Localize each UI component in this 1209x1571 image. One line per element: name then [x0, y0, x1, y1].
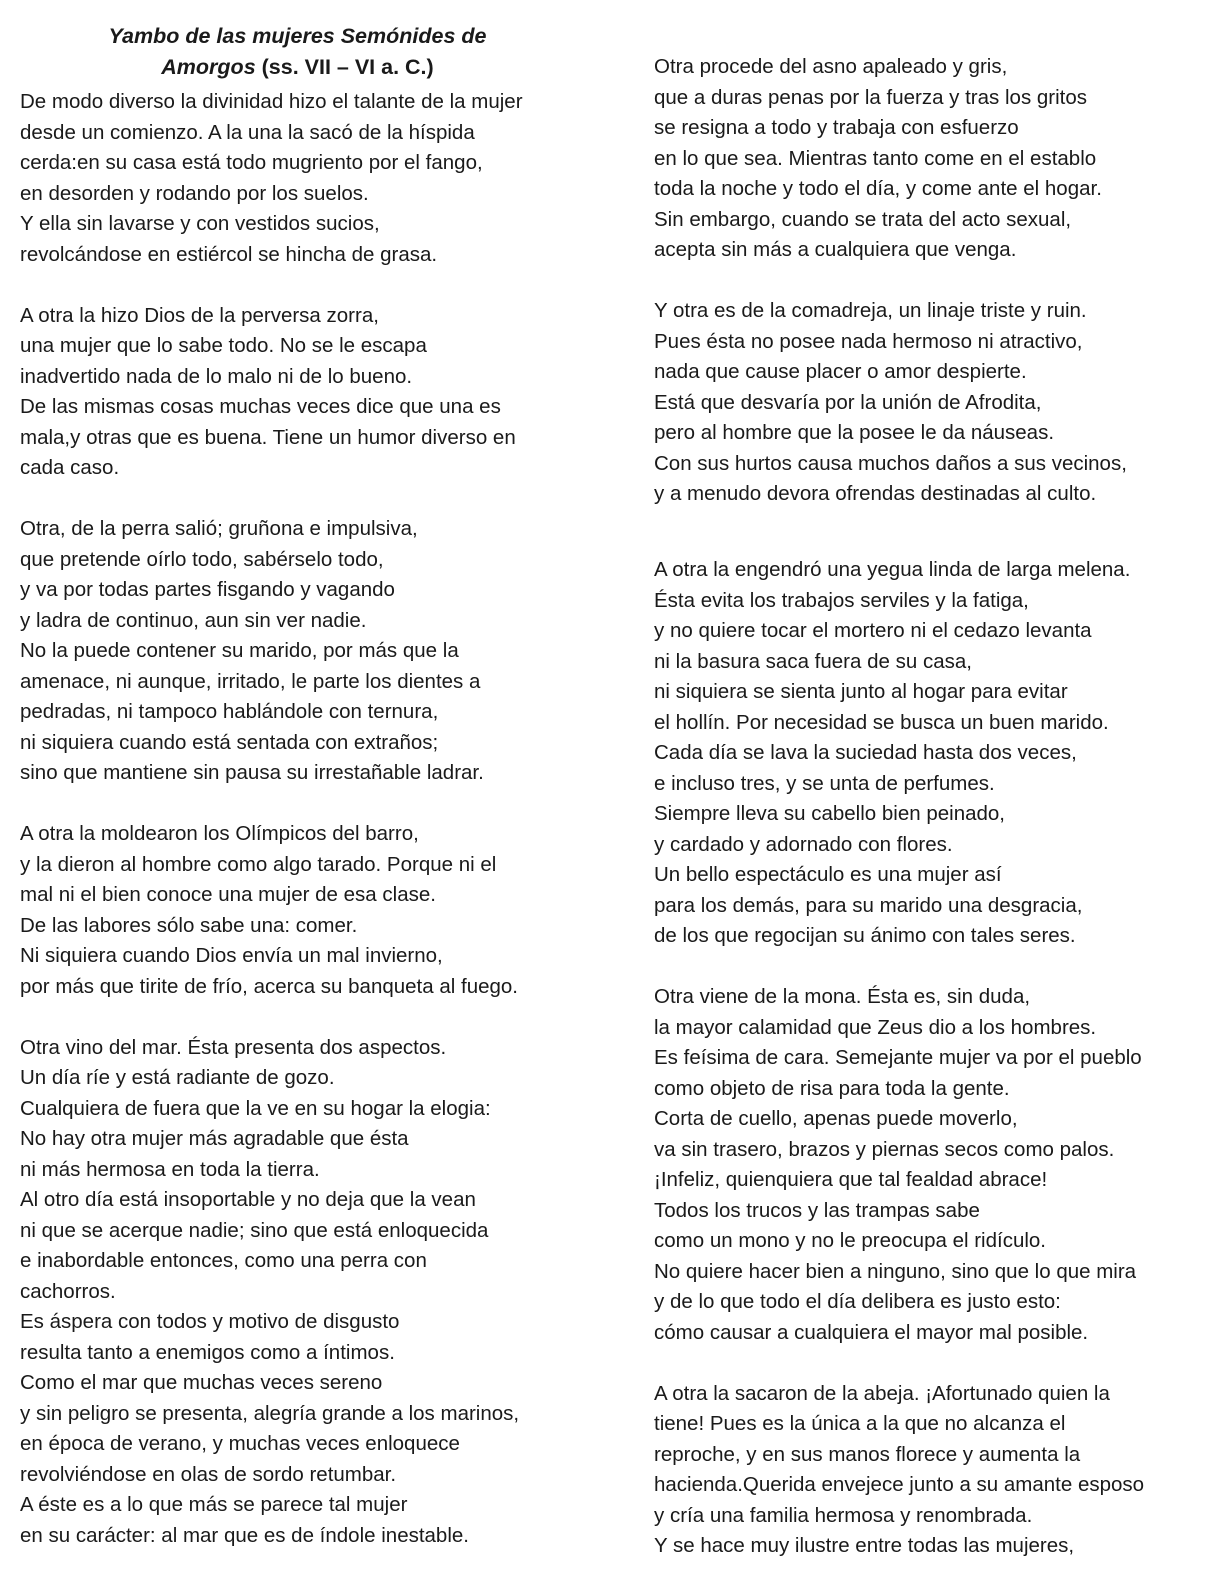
poem-line: Siempre lleva su cabello bien peinado,: [654, 802, 1006, 826]
poem-line: reproche, y en sus manos florece y aumenta la: [654, 1442, 1081, 1466]
poem-line: No quiere hacer bien a ninguno, sino que lo que mira: [654, 1259, 1137, 1283]
poem-line: para los demás, para su marido una desgracia,: [654, 893, 1083, 917]
poem-line: pero al hombre que la posee le da náuseas.: [654, 421, 1055, 444]
poem-line: inadvertido nada de lo malo ni de lo bueno.: [20, 364, 413, 388]
poem-line: pedradas, ni tampoco hablándole con ternura,: [20, 700, 439, 723]
title-dates: (ss. VII – VI a. C.): [255, 55, 434, 79]
poem-line: mala,y otras que es buena. Tiene un humor diverso en: [20, 425, 516, 449]
poem-line: tiene! Pues es la única a la que no alcanza el: [654, 1412, 1066, 1436]
poem-line: A otra la moldearon los Olímpicos del barro,: [20, 822, 419, 845]
poem-line: revolcándose en estiércol se hincha de grasa.: [20, 242, 438, 266]
poem-line: A otra la engendró una yegua linda de larga melena.: [654, 558, 1131, 582]
poem-line: y a menudo devora ofrendas destinadas al culto.: [654, 482, 1097, 505]
poem-line: Corta de cuello, apenas puede moverlo,: [654, 1107, 1018, 1131]
poem-line: ni la basura saca fuera de su casa,: [654, 649, 972, 673]
poem-line: y la dieron al hombre como algo tarado. Porque ni el: [20, 852, 497, 876]
poem-line: resulta tanto a enemigos como a íntimos.: [20, 1340, 395, 1364]
poem-line: De las mismas cosas muchas veces dice que una es: [20, 395, 501, 418]
poem-line: la mayor calamidad que Zeus dio a los hombres.: [654, 1015, 1097, 1039]
poem-line: Y se hace muy ilustre entre todas las mujeres,: [654, 1534, 1075, 1558]
poem-line: e inabordable entonces, como una perra con: [20, 1249, 427, 1272]
poem-line: de los que regocijan su ánimo con tales seres.: [654, 924, 1076, 948]
poem-line: mal ni el bien conoce una mujer de esa clase.: [20, 883, 436, 906]
poem-line: e incluso tres, y se unta de perfumes.: [654, 771, 995, 795]
poem-line: cachorros.: [20, 1279, 116, 1303]
poem-line: Y ella sin lavarse y con vestidos sucios,: [20, 212, 380, 235]
poem-line: Todos los trucos y las trampas sabe: [654, 1198, 980, 1222]
poem-line: Y otra es de la comadreja, un linaje triste y ruin.: [654, 299, 1087, 322]
poem-line: ni más hermosa en toda la tierra.: [20, 1157, 320, 1181]
poem-line: Un día ríe y está radiante de gozo.: [20, 1066, 335, 1089]
poem-line: amenace, ni aunque, irritado, le parte los dientes a: [20, 669, 481, 693]
poem-line: A otra la hizo Dios de la perversa zorra,: [20, 303, 379, 327]
poem-line: que a duras penas por la fuerza y tras los gritos: [654, 85, 1088, 109]
poem-line: Como el mar que muchas veces sereno: [20, 1371, 383, 1394]
poem-line: Con sus hurtos causa muchos daños a sus vecinos,: [654, 451, 1127, 475]
poem-line: Otra, de la perra salió; gruñona e impulsiva,: [20, 517, 418, 540]
poem-line: en lo que sea. Mientras tanto come en el establo: [654, 146, 1097, 170]
poem-line: Cualquiera de fuera que la ve en su hogar la elogia:: [20, 1096, 491, 1120]
poem-line: De las labores sólo sabe una: comer.: [20, 913, 358, 937]
poem-line: desde un comienzo. A la una la sacó de la híspida: [20, 120, 475, 144]
poem-line: Es áspera con todos y motivo de disgusto: [20, 1310, 400, 1333]
poem-line: ni que se acerque nadie; sino que está enloquecida: [20, 1218, 489, 1242]
poem-line: y cardado y adornado con flores.: [654, 832, 953, 856]
poem-line: y ladra de continuo, aun sin ver nadie.: [20, 608, 367, 632]
poem-line: Otra procede del asno apaleado y gris,: [654, 55, 1008, 78]
poem-line: Otra vino del mar. Ésta presenta dos aspectos.: [20, 1035, 447, 1059]
poem-line: nada que cause placer o amor despierte.: [654, 360, 1027, 383]
poem-line: ¡Infeliz, quienquiera que tal fealdad abrace!: [654, 1168, 1048, 1192]
poem-line: Está que desvaría por la unión de Afrodita,: [654, 390, 1042, 414]
poem-line: De modo diverso la divinidad hizo el talante de la mujer: [20, 90, 523, 113]
poem-line: y va por todas partes fisgando y vagando: [20, 578, 395, 601]
poem-line: como un mono y no le preocupa el ridículo.: [654, 1229, 1047, 1253]
poem-line: revolviéndose en olas de sordo retumbar.: [20, 1462, 397, 1486]
poem-line: A éste es a lo que más se parece tal mujer: [20, 1493, 408, 1516]
poem-title: [20, 21, 575, 83]
poem-line: A otra la sacaron de la abeja. ¡Afortunado quien la: [654, 1381, 1110, 1405]
poem-line: ni siquiera se sienta junto al hogar para evitar: [654, 680, 1068, 704]
poem-line: cada caso.: [20, 456, 120, 479]
poem-line: Ésta evita los trabajos serviles y la fatiga,: [654, 588, 1029, 612]
poem-line: sino que mantiene sin pausa su irrestañable ladrar.: [20, 761, 484, 784]
poem-line: el hollín. Por necesidad se busca un buen marido.: [654, 710, 1109, 734]
title-author-place: Amorgos: [161, 55, 256, 79]
poem-line: y no quiere tocar el mortero ni el cedazo levanta: [654, 619, 1092, 643]
poem-line: Cada día se lava la suciedad hasta dos veces,: [654, 741, 1077, 765]
poem-line: toda la noche y todo el día, y come ante el hogar.: [654, 177, 1102, 200]
poem-line: Ni siquiera cuando Dios envía un mal invierno,: [20, 944, 443, 967]
poem-line: Pues ésta no posee nada hermoso ni atractivo,: [654, 329, 1083, 353]
poem-line: acepta sin más a cualquiera que venga.: [654, 238, 1017, 261]
poem-line: en su carácter: al mar que es de índole inestable.: [20, 1523, 469, 1547]
poem-line: por más que tirite de frío, acerca su banqueta al fuego.: [20, 974, 518, 998]
poem-line: como objeto de risa para toda la gente.: [654, 1076, 1010, 1100]
poem-line: Un bello espectáculo es una mujer así: [654, 863, 1002, 887]
poem-line: una mujer que lo sabe todo. No se le escapa: [20, 334, 427, 357]
poem-line: Es feísima de cara. Semejante mujer va por el pueblo: [654, 1046, 1142, 1070]
poem-line: en desorden y rodando por los suelos.: [20, 181, 369, 205]
title-line-1: Yambo de las mujeres Semónides de: [108, 24, 487, 48]
poem-line: se resigna a todo y trabaja con esfuerzo: [654, 116, 1019, 139]
poem-line: y sin peligro se presenta, alegría grande a los marinos,: [20, 1401, 520, 1425]
poem-line: ni siquiera cuando está sentada con extraños;: [20, 730, 439, 754]
poem-line: No la puede contener su marido, por más que la: [20, 639, 459, 662]
poem-line: cómo causar a cualquiera el mayor mal posible.: [654, 1320, 1089, 1344]
poem-line: y cría una familia hermosa y renombrada.: [654, 1503, 1033, 1527]
poem-line: Otra viene de la mona. Ésta es, sin duda,: [654, 985, 1031, 1009]
title-line-2: [20, 52, 575, 83]
poem-line: va sin trasero, brazos y piernas secos como palos.: [654, 1137, 1115, 1161]
poem-line: No hay otra mujer más agradable que ésta: [20, 1127, 409, 1150]
poem-line: y de lo que todo el día delibera es justo esto:: [654, 1290, 1061, 1314]
poem-line: Sin embargo, cuando se trata del acto sexual,: [654, 207, 1072, 231]
poem-line: cerda:en su casa está todo mugriento por el fango,: [20, 151, 483, 174]
poem-line: en época de verano, y muchas veces enloquece: [20, 1432, 460, 1455]
poem-line: hacienda.Querida envejece junto a su amante esposo: [654, 1473, 1145, 1497]
poem-line: que pretende oírlo todo, sabérselo todo,: [20, 547, 384, 571]
poem-line: Al otro día está insoportable y no deja que la vean: [20, 1188, 476, 1211]
